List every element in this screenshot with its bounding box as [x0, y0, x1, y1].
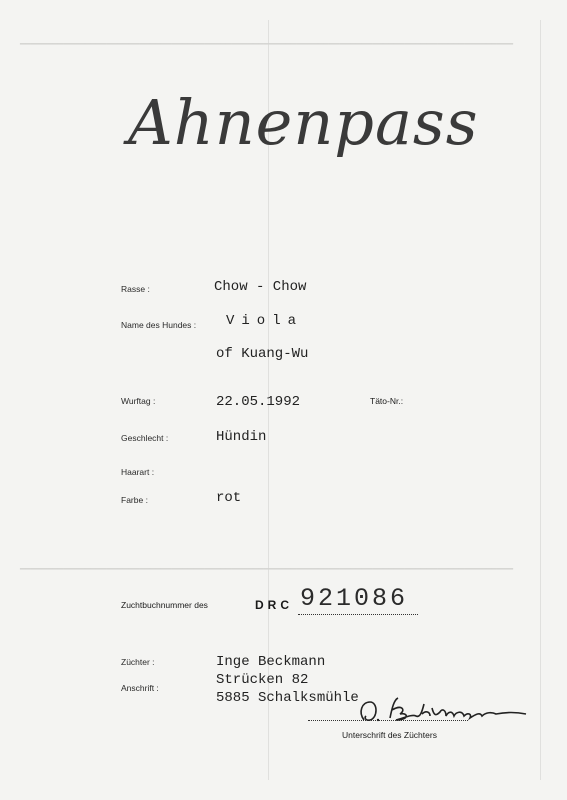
breeder-city: 5885 Schalksmühle: [216, 690, 359, 706]
name-value-1: Viola: [226, 313, 304, 329]
rasse-label: Rasse :: [121, 284, 150, 294]
handwritten-signature: [356, 690, 556, 730]
name-value-2: of Kuang-Wu: [216, 346, 309, 362]
name-label: Name des Hundes :: [121, 320, 197, 330]
farbe-value: rot: [216, 490, 242, 506]
tato-label: Täto-Nr.:: [370, 396, 404, 406]
wurftag-label: Wurftag :: [121, 396, 156, 406]
anschrift-label: Anschrift :: [121, 683, 159, 693]
geschlecht-value: Hündin: [216, 429, 267, 445]
document-title: Ahnenpass: [128, 86, 479, 159]
bleed-text: ━━━━━━━━━━━━━━━━━━━━━━━━━━━━━━━━━━━━━━━━━━━━━━━━━━━━━━━━━━━━━━━━━━━━━━━━━━━━━━━━━━━━━━━━━━━: [20, 565, 514, 575]
rasse-value: Chow - Chow: [214, 279, 307, 295]
zuchtbuch-dotted-line: [298, 614, 418, 615]
geschlecht-label: Geschlecht :: [121, 433, 169, 443]
zuchtbuch-number: 921086: [300, 584, 409, 613]
wurftag-value: 22.05.1992: [216, 394, 301, 410]
breeder-name: Inge Beckmann: [216, 654, 326, 670]
breeder-street: Strücken 82: [216, 672, 309, 688]
zuchtbuch-club: DRC: [255, 598, 293, 612]
farbe-label: Farbe :: [121, 495, 148, 505]
haarart-label: Haarart :: [121, 467, 155, 477]
bleed-line: [540, 20, 541, 780]
signature-label: Unterschrift des Züchters: [342, 730, 437, 740]
zuechter-label: Züchter :: [121, 657, 155, 667]
zuchtbuch-label: Zuchtbuchnummer des: [121, 600, 208, 610]
bleed-text: ━━━━━━━━━━━━━━━━━━━━━━━━━━━━━━━━━━━━━━━━━━━━━━━━━━━━━━━━━━━━━━━━━━━━━━━━━━━━━━━━━━━━━━━━━━━: [20, 40, 514, 50]
